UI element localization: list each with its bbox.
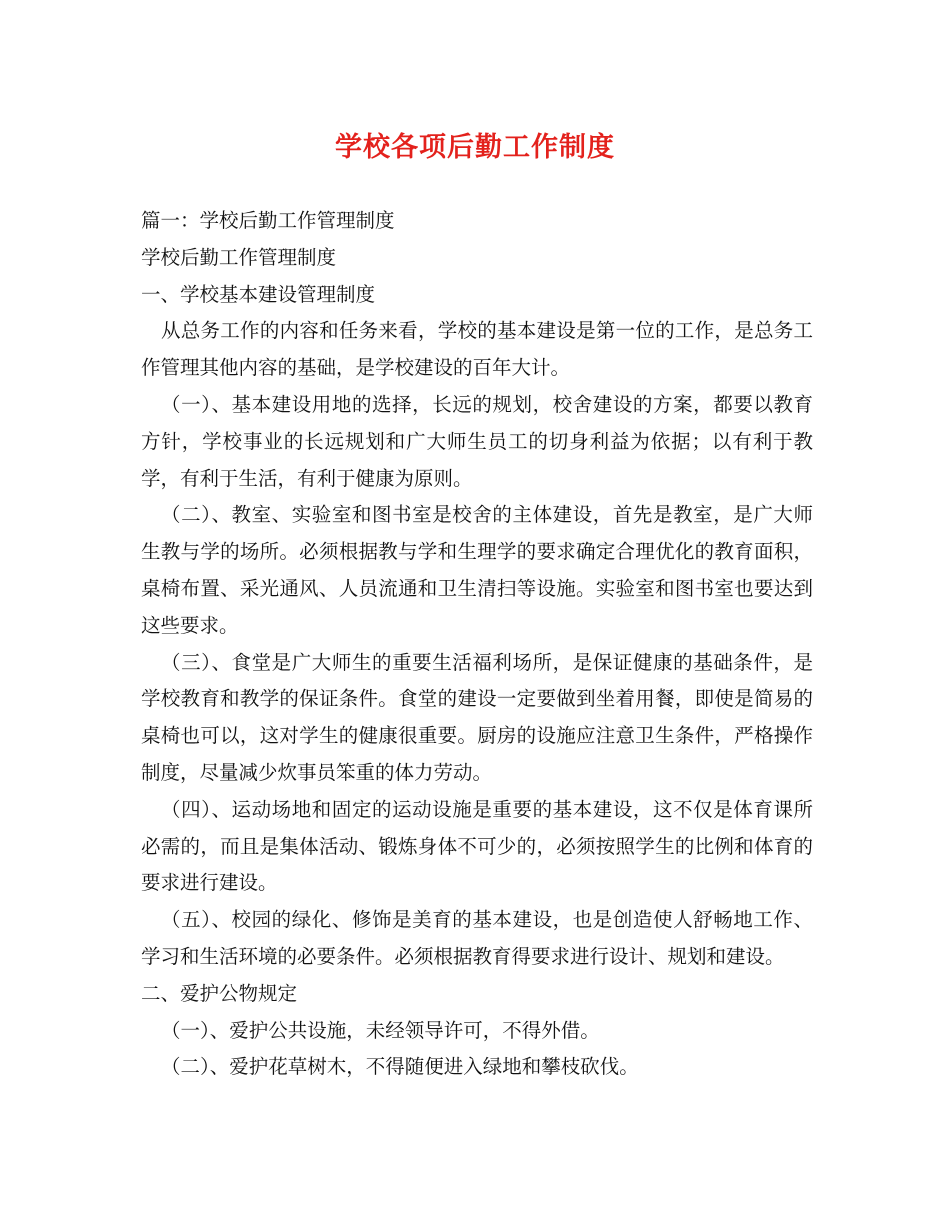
body-paragraph: （三）、食堂是广大师生的重要生活福利场所，是保证健康的基础条件，是学校教育和教学的保证条件。食堂的建设一定要做到坐着用餐，即使是简易的桌椅也可以，这对学生的健康很重要。厨房的设施应注意卫生条件，严格操作制度，尽量减少炊事员笨重的体力劳动。: [141, 650, 813, 784]
body-paragraph: 从总务工作的内容和任务来看，学校的基本建设是第一位的工作，是总务工作管理其他内容的基础，是学校建设的百年大计。: [141, 319, 813, 380]
body-paragraph: （二）、爱护花草树木，不得随便进入绿地和攀枝砍伐。: [161, 1055, 639, 1079]
section-heading: 篇一：学校后勤工作管理制度: [141, 209, 395, 232]
body-paragraph: （一）、基本建设用地的选择，长远的规划，校舍建设的方案，都要以教育方针，学校事业的长远规划和广大师生员工的切身利益为依据；以有利于教学，有利于生活，有利于健康为原则。: [141, 392, 813, 490]
clause-heading: 一、学校基本建设管理制度: [141, 282, 376, 306]
body-paragraph: （四）、运动场地和固定的运动设施是重要的基本建设，这不仅是体育课所必需的，而且是集体活动、锻炼身体不可少的，必须按照学生的比例和体育的要求进行建设。: [141, 797, 813, 895]
body-paragraph: （五）、校园的绿化、修饰是美育的基本建设，也是创造使人舒畅地工作、学习和生活环境的必要条件。必须根据教育得要求进行设计、规划和建设。: [141, 908, 813, 968]
body-paragraph: （一）、爱护公共设施，未经领导许可，不得外借。: [161, 1018, 600, 1042]
document-body: [141, 203, 813, 1086]
body-paragraph: （二）、教室、实验室和图书室是校舍的主体建设，首先是教室，是广大师生教与学的场所。必须根据教与学和生理学的要求确定合理优化的教育面积，桌椅布置、采光通风、人员流通和卫生清扫等设施。实验室和图书室也要达到这些要求。: [141, 503, 813, 637]
document-title: 学校各项后勤工作制度: [335, 132, 615, 163]
clause-heading: 二、爱护公物规定: [141, 981, 298, 1005]
subsection-heading: 学校后勤工作管理制度: [141, 245, 337, 269]
